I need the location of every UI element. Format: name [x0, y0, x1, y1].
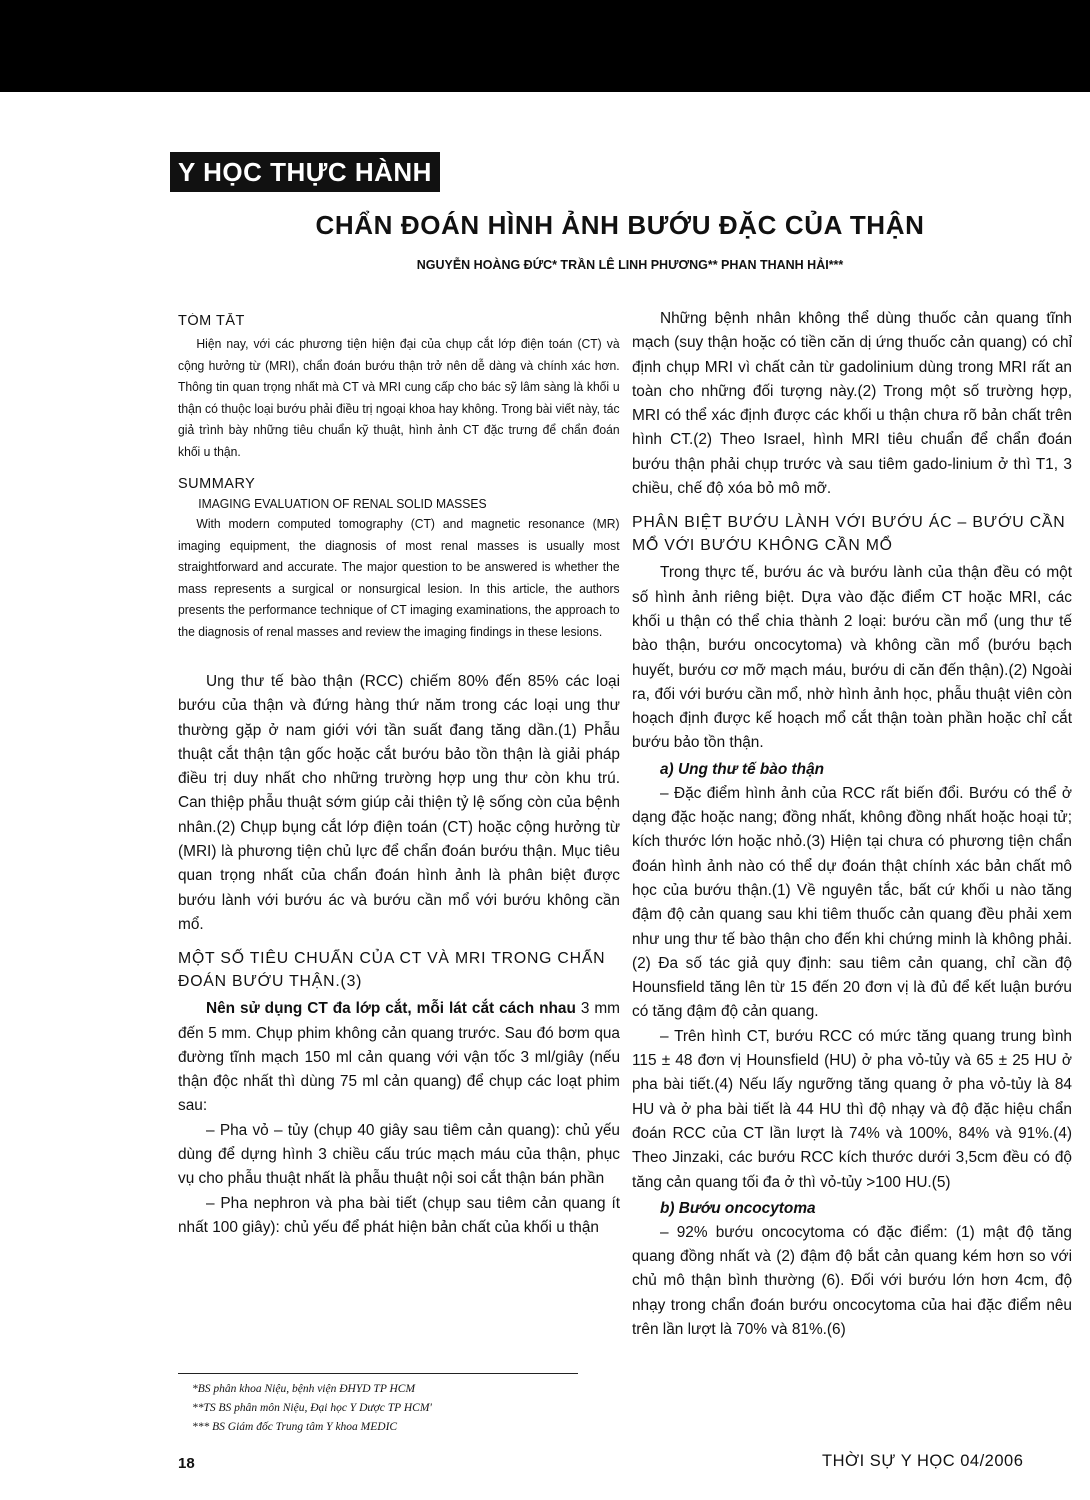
- abstract-vn-text: Hiện nay, với các phương tiện hiện đại của chụp cắt lớp điện toán (CT) và cộng hưởng từ (MRI), chẩn đoán bướu thận trở nên dễ dàng và chính xác hơn. Thông tin quan trọng nhất mà CT và MRI cung cấp cho bác sỹ lâm sàng là khối u thận có thuộc loại bướu phải điều trị ngoại khoa hay không. Trong bài viết này, tác giả trình bày những tiêu chuẩn kỹ thuật, hình ảnh CT đặc trưng để chẩn đoán khối u thận.: [178, 336, 620, 459]
- section-heading-benign-malignant: PHÂN BIỆT BƯỚU LÀNH VỚI BƯỚU ÁC – BƯỚU CẦN MỔ VỚI BƯỚU KHÔNG CẦN MỔ: [632, 514, 1066, 555]
- journal-footer: THỜI SỰ Y HỌC 04/2006: [822, 1452, 1024, 1470]
- subheading-rcc: a) Ung thư tế bào thận: [660, 760, 825, 778]
- subheading-oncocytoma: b) Bướu oncocytoma: [660, 1199, 816, 1217]
- cortico-medullary-phase-paragraph: – Pha vỏ – tủy (chụp 40 giây sau tiêm cản quang): chủ yếu dùng để dựng hình 3 chiều cấu trúc mạch máu của thận, phục vụ cho phẫu thuật nhất là phẫu thuật nội soi cắt thận bán phần: [178, 1121, 620, 1188]
- rcc-features-paragraph: – Đặc điểm hình ảnh của RCC rất biến đổi. Bướu có thể ở dạng đặc hoặc nang; đồng nhất, không đồng nhất hoặc hoại tử; kích thước lớn hoặc nhỏ.(3) Hiện tại chưa có phương tiện chẩn đoán hình ảnh nào có thể dự đoán thật chính xác bản chất mô học của bướu thận.(1) Về nguyên tắc, bất cứ khối u nào tăng đậm độ cản quang sau khi tiêm thuốc cản quang đều phải xem như ung thư tế bào thận cho đến khi chứng minh là không phải.(2) Đa số tác giả quy định: sau tiêm cản quang, chỉ cần độ Hounsfield tăng lên từ 15 đến 20 đơn vị là đủ để kết luận bướu có tăng đậm độ cản quang.: [632, 784, 1072, 1021]
- nephron-phase-paragraph: – Pha nephron và pha bài tiết (chụp sau tiêm cản quang ít nhất 100 giây): chủ yếu để phát hiện bản chất của khối u thận: [178, 1194, 620, 1236]
- ct-technique-lead: Nên sử dụng CT đa lớp cắt, mỗi lát cắt cách nhau: [206, 1000, 576, 1018]
- oncocytoma-paragraph: – 92% bướu oncocytoma có đặc điểm: (1) mật độ tăng quang đồng nhất và (2) đậm độ bắt cản quang kém hơn so với chủ mô thận bình thường (6). Đối với bướu lớn hơn 4cm, độ nhạy trong chẩn đoán bướu oncocytoma của hai đặc điểm nêu trên lần lượt là 70% và 81%.(6): [632, 1223, 1072, 1338]
- page-number: 18: [178, 1455, 195, 1472]
- right-column: [632, 307, 1072, 1342]
- footnote-1: *BS phân khoa Niệu, bệnh viện ĐHYD TP HCM: [192, 1383, 416, 1395]
- classification-paragraph: Trong thực tế, bướu ác và bướu lành của thận đều có một số hình ảnh riêng biệt. Dựa vào đặc điểm CT hoặc MRI, các khối u thận có thể chia thành 2 loại: bướu cần mổ (ung thư tế bào thận, bướu oncocytoma) và không cần mổ (bướu bạch huyết, bướu cơ mỡ mạch máu, bướu di căn đến thận).(2) Ngoài ra, đối với bướu cần mổ, nhờ hình ảnh học, phẫu thuật viên còn hoạch định được kế hoạch mổ cắt thận toàn phần hoặc chỉ cắt bướu bảo tồn thận.: [632, 564, 1072, 752]
- abstract-en-heading: SUMMARY: [178, 476, 256, 492]
- footnotes: [192, 1380, 612, 1437]
- mri-paragraph: Những bệnh nhân không thể dùng thuốc cản quang tĩnh mạch (suy thận hoặc có tiền căn dị ứng thuốc cản quang) có chỉ định chụp MRI vì chất cản từ gadolinium dùng trong MRI rất an toàn cho những đối tượng này.(2) Trong một số trường hợp, MRI có thể xác định được các khối u thận chưa rõ bản chất trên hình CT.(2) Theo Israel, hình MRI tiêu chuẩn để chẩn đoán bướu thận phải chụp trước và sau tiêm gado-linium ở thì T1, 3 chiều, chế độ xóa bỏ mô mỡ.: [632, 310, 1072, 498]
- article-authors: NGUYỄN HOÀNG ĐỨC* TRẦN LÊ LINH PHƯƠNG** PHAN THANH HẢI***: [416, 258, 844, 272]
- abstract-en-title: IMAGING EVALUATION OF RENAL SOLID MASSES: [198, 496, 487, 511]
- left-column: [178, 313, 620, 1240]
- rcc-ct-paragraph: – Trên hình CT, bướu RCC có mức tăng quang trung bình 115 ± 48 đơn vị Hounsfield (HU) ở pha vỏ-tủy và 65 ± 25 HU ở pha bài tiết.(4) Nếu lấy ngưỡng tăng quang ở pha vỏ-tủy là 84 HU và ở pha bài tiết là 44 HU thì độ nhạy và độ đặc hiệu chẩn đoán RCC của CT lần lượt là 74% và 100%, 84% và 91%.(4) Theo Jinzaki, các bướu RCC kích thước dưới 3,5cm đều có độ tăng cản quang tối đa ở thì vỏ-tủy >100 HU.(5): [632, 1027, 1072, 1191]
- top-black-bar: [0, 0, 1090, 92]
- ct-technique-rest: 3 mm đến 5 mm. Chụp phim không cản quang trước. Sau đó bơm qua đường tĩnh mạch 150 ml cản quang với vận tốc 3 ml/giây (nếu thận độc nhất thì dùng 75 ml cản quang) để chụp các loạt phim sau:: [178, 1000, 620, 1115]
- section-label: Y HỌC THỰC HÀNH: [170, 152, 440, 192]
- section-heading-ct-mri: MỘT SỐ TIÊU CHUẨN CỦA CT VÀ MRI TRONG CHẨN ĐOÁN BƯỚU THẬN.(3): [178, 950, 606, 991]
- ct-technique-paragraph: [178, 997, 620, 1118]
- article-title: CHẨN ĐOÁN HÌNH ẢNH BƯỚU ĐẶC CỦA THẬN: [315, 210, 925, 240]
- abstract-vn-heading: TÓM TẮT: [178, 313, 245, 329]
- footnote-2: **TS BS phân môn Niệu, Đại học Y Dược TP HCM': [192, 1402, 432, 1414]
- footnote-rule: [178, 1373, 578, 1374]
- footnote-3: *** BS Giám đốc Trung tâm Y khoa MEDIC: [192, 1421, 398, 1433]
- intro-paragraph: Ung thư tế bào thận (RCC) chiếm 80% đến 85% các loại bướu của thận và đứng hàng thứ năm trong các loại ung thư thường gặp ở nam giới với tần suất đang tăng dần.(1) Phẫu thuật cắt thận tận gốc hoặc cắt bướu bảo tồn thận là giải pháp điều trị duy nhất cho những trường hợp ung thư còn khu trú. Can thiệp phẫu thuật sớm giúp cải thiện tỷ lệ sống còn của bệnh nhân.(2) Chụp bụng cắt lớp điện toán (CT) hoặc cộng hưởng từ (MRI) là phương tiện chủ lực để chẩn đoán bướu thận. Mục tiêu quan trọng nhất của chẩn đoán hình ảnh là phân biệt được bướu lành với bướu ác và bướu cần mổ với bướu không cần mổ.: [178, 673, 620, 933]
- abstract-en-text: With modern computed tomography (CT) and magnetic resonance (MR) imaging equipment, the diagnosis of most renal masses is usually most straightforward and accurate. The major question to be answered is whether the mass represents a surgical or nonsurgical lesion. In this article, the authors presents the performance technique of CT imaging examinations, the approach to the diagnosis of renal masses and review the imaging findings in these lesions.: [178, 516, 620, 639]
